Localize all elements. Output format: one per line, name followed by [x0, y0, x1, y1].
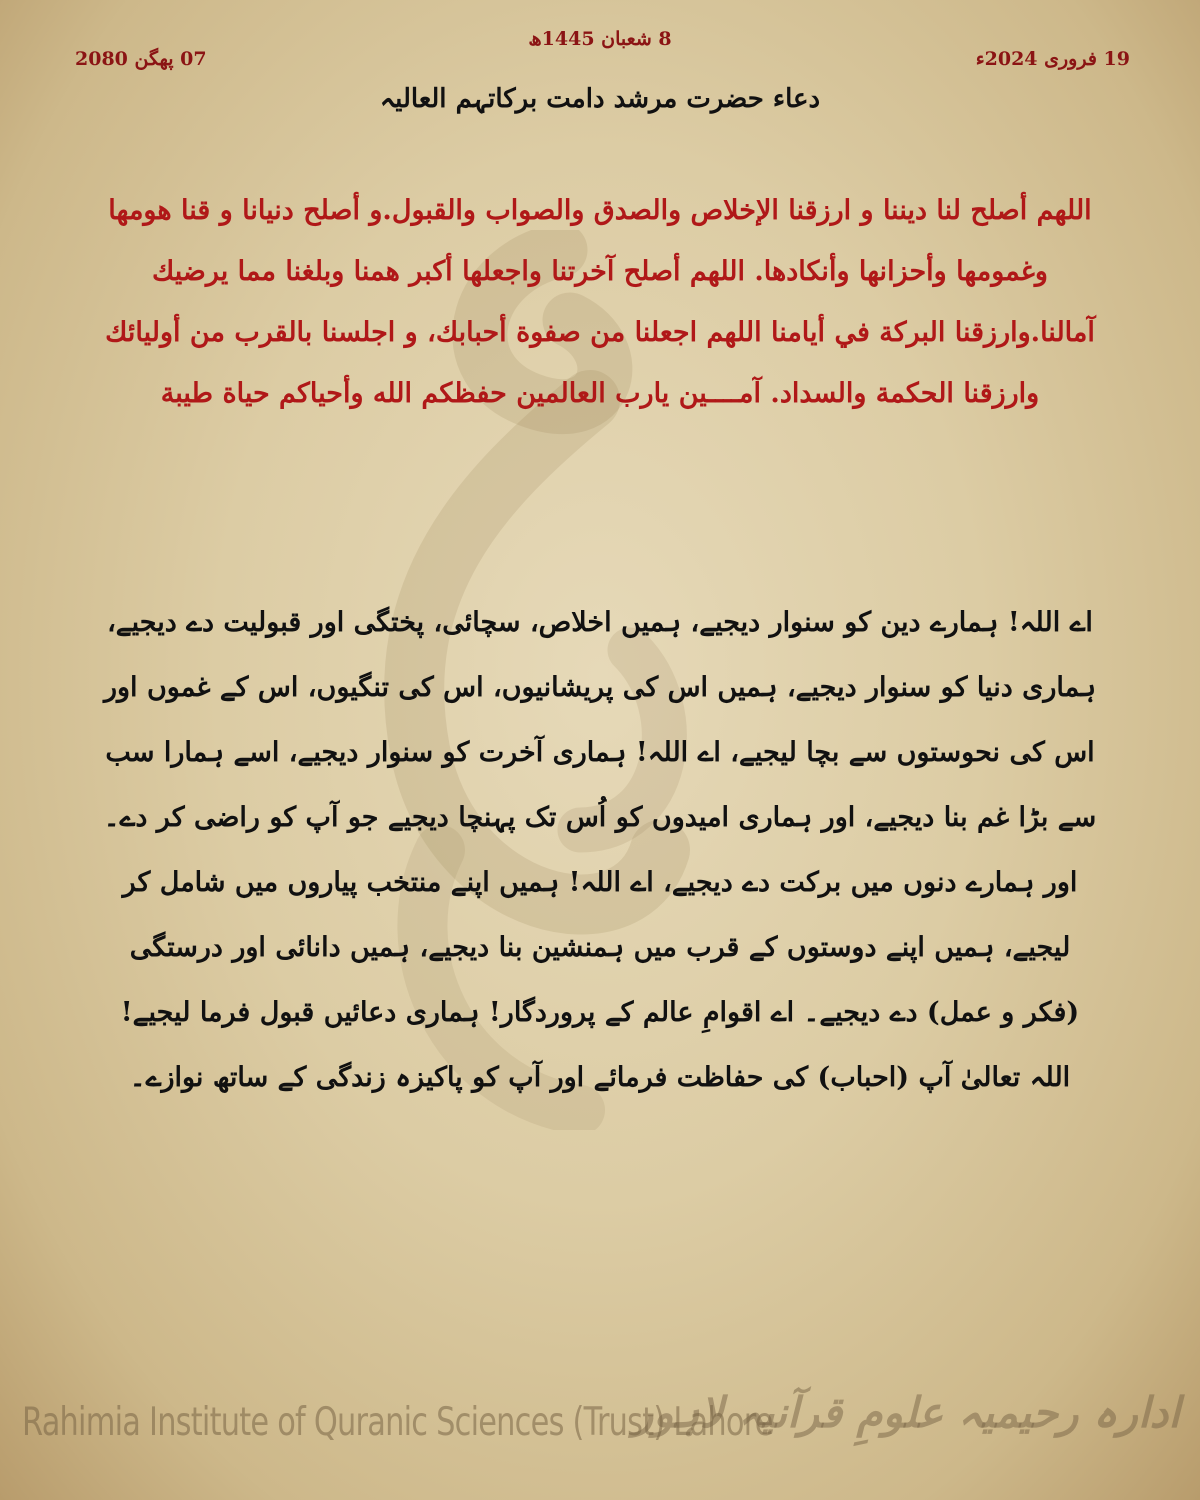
footer-institute-urdu-logo: ادارہ رحیمیہ علومِ قرآنیہ لاہور: [632, 1388, 1180, 1437]
arabic-dua: [80, 180, 1120, 424]
footer-institute-english: Rahimia Institute of Quranic Sciences (Trust) Lahore: [22, 1400, 773, 1445]
gregorian-date: 19 فروری 2024ء: [975, 48, 1130, 70]
urdu-translation-text: اے اللہ! ہمارے دین کو سنوار دیجیے، ہمیں اخلاص، سچائی، پختگی اور قبولیت دے دیجیے، ہماری دنیا کو سنوار دیجیے، ہمیں اس کی پریشانیوں، اس کی تنگیوں، اس کے غموں اور اس کی نحوستوں سے بچا لیجیے، اے اللہ! ہماری آخرت کو سنوار دیجیے، اسے ہمارا سب سے بڑا غم بنا دیجیے، اور ہماری امیدوں کو اُس تک پہنچا دیجیے جو آپ کو راضی کر دے۔ اور ہمارے دنوں میں برکت دے دیجیے، اے اللہ! ہمیں اپنے منتخب پیاروں میں شامل کر لیجیے، ہمیں اپنے دوستوں کے قرب میں ہمنشین بنا دیجیے، ہمیں دانائی اور درستگی (فکر و عمل) دے دیجیے۔ اے اقوامِ عالم کے پروردگار! ہماری دعائیں قبول فرما لیجیے! اللہ تعالیٰ آپ (احباب) کی حفاظت فرمائے اور آپ کو پاکیزہ زندگی کے ساتھ نوازے۔: [103, 607, 1097, 1093]
hijri-date: 8 شعبان 1445ھ: [528, 28, 672, 50]
arabic-dua-text: اللهم أصلح لنا ديننا و ارزقنا الإخلاص والصدق والصواب والقبول.و أصلح دنيانا و قنا هومها وغمومها وأحزانها وأنكادها. اللهم أصلح آخرتنا واجعلها أكبر همنا وبلغنا مما يرضيك آمالنا.وارزقنا البركة في أيامنا اللهم اجعلنا من صفوة أحبابك، و اجلسنا بالقرب من أوليائك وارزقنا الحكمة والسداد. آمــــين يارب العالمين حفظكم الله وأحياكم حياة طيبة: [105, 195, 1095, 409]
page-title: دعاء حضرت مرشد دامت برکاتہم العالیہ: [379, 84, 821, 114]
urdu-translation: [100, 590, 1100, 1110]
bikrami-date: 07 پھگن 2080: [75, 48, 207, 70]
